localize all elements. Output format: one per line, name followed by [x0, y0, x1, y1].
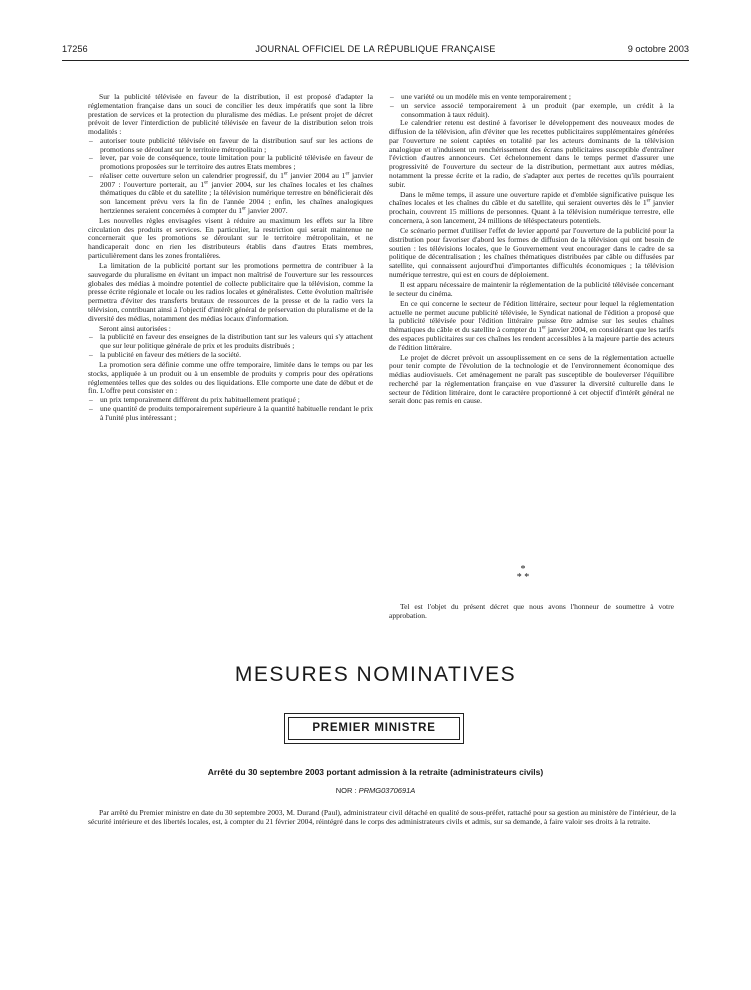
paragraph: Par arrêté du Premier ministre en date du 30 septembre 2003, M. Durand (Paul), administrateur civil détaché en qualité de sous-préfet, rattaché pour sa gestion au ministère de l'intérieur, de la sécurité intérieure et des libertés locales, est, à compter du 21 février 2004, réintégré dans le corps des administrateurs civils et admis, sur sa demande, à faire valoir ses droits à la retraite. — [88, 808, 676, 827]
nor-code: PRMG0370691A — [358, 786, 416, 795]
text-segment: En ce qui concerne le secteur de l'édition littéraire, secteur pour lequel la réglementation actuelle ne permet aucune publicité télévisée, le Syndicat national de l'édition a proposé que la publicité télévisée pour l'édition littéraire puisse être admise sur les seules chaînes thématiques du câble et du satellite à compter du 1 — [389, 298, 674, 335]
superscript: er — [542, 325, 546, 331]
modalities-list — [88, 137, 373, 216]
paragraph: Les nouvelles règles envisagées visent à réduire au maximum les effets sur la libre circulation des produits et services. En particulier, la restriction qui serait maintenue ne concernerait que les promotions se déroulant sur le territoire métropolitain, et ne handicaperait donc en rien les distributeurs établis dans d'autres Etats membres, particulièrement dans les zones frontalières. — [88, 215, 373, 260]
superscript: er — [242, 206, 246, 212]
list-item — [88, 172, 373, 216]
superscript: er — [283, 171, 288, 177]
ministry-label: PREMIER MINISTRE — [288, 717, 460, 740]
list-item: – autoriser toute publicité télévisée en faveur de la distribution sauf sur les actions de promotions se déroulant sur le territoire métropolitain ; — [88, 137, 373, 155]
paragraph — [389, 191, 674, 226]
list-item: – lever, par voie de conséquence, toute limitation pour la publicité télévisée en faveur de promotions proposées sur le territoire des autres Etats membres ; — [88, 154, 373, 172]
list-item: – un service associé temporairement à un produit (par exemple, un crédit à la consommation à taux réduit). — [389, 102, 674, 120]
paragraph: Ce scénario permet d'utiliser l'effet de levier apporté par l'ouverture de la publicité pour la distribution pour favoriser d'abord les formes de diffusion de la télévision qui ont besoin de soutien : les télévisions locales, que le Gouvernement veut encourager dans le cadre de sa politique de décentralisation ; les chaînes thématiques distribuées par câble ou diffusées par satellite, qui connaissent aujourd'hui d'importantes difficultés économiques ; la télévision numérique terrestre, qui est en cours de déploiement. — [389, 226, 674, 279]
list-item: – la publicité en faveur des métiers de la société. — [88, 351, 373, 360]
text-segment: janvier 2004, sur les chaînes locales et les chaînes thématiques du câble et du satellite ; la télévision numérique terrestre en bénéficierait dès son lancement prévu vers la fin de l'année 2004 ; enfin, les chaînes analogiques hertziennes seraient concernées à compter du 1 — [100, 179, 373, 215]
text-segment: janvier 2004 au 1 — [287, 170, 346, 180]
superscript: er — [345, 171, 350, 177]
list-item: – un prix temporairement différent du prix habituellement pratiqué ; — [88, 396, 373, 405]
paragraph: Seront ainsi autorisées : — [99, 323, 171, 333]
list-item: – la publicité en faveur des enseignes de la distribution tant sur les valeurs qui s'y attachent que sur leur politique générale de prix et les produits distribués ; — [88, 333, 373, 351]
text-segment: janvier 2004, en considérant que les tarifs des espaces publicitaires sur ces chaînes les rendent accessibles à la majeure partie des acteurs de l'édition littéraire. — [389, 325, 674, 352]
superscript: er — [646, 198, 651, 204]
paragraph: Sur la publicité télévisée en faveur de la distribution, il est proposé d'adapter la réglementation française dans un souci de concilier les deux impératifs que sont la libre prestation de services et la protection du pluralisme des médias. Le présent projet de décret prévoit de lever l'interdiction de publicité télévisée en faveur de la distribution selon trois modalités : — [88, 92, 373, 136]
section-asterism: * * * — [516, 564, 530, 583]
issue-date: 9 octobre 2003 — [627, 44, 689, 54]
superscript: er — [204, 179, 209, 185]
paragraph: Le calendrier retenu est destiné à favoriser le développement des nouveaux modes de diffusion de la télévision, afin d'éviter que les recettes publicitaires supplémentaires générées par l'ouverture ne soient captées en totalité par les acteurs dominants de la télévision analogique et n'induisent un renchérissement des écrans publicitaires susceptible d'entraîner l'éviction d'autres annonceurs. Cet échelonnement dans le temps permet d'assurer une progressivité de l'ouverture du secteur de la distribution, permettant aux autres médias, notamment la presse écrite et la radio, de s'adapter aux pertes de recettes qu'ils pourraient subir. — [389, 118, 674, 189]
page-header — [62, 44, 689, 60]
nor-reference — [62, 786, 689, 795]
authorized-list — [88, 333, 373, 359]
paragraph: La limitation de la publicité portant sur les promotions permettra de contribuer à la sauvegarde du pluralisme en évitant un impact non maîtrisé de l'ouverture sur les ressources globales des médias à moindre potentiel de collecte publicitaire que la télévision, comme la presse écrite régionale et locale ou les radios locales et généralistes. Cette évolution maîtrisée permettra d'éviter des transferts brutaux de ressources de la presse et de la radio vers la télévision, contribuant ainsi à l'objectif d'intérêt général de préservation du pluralisme et de la diversité des médias, notamment des médias locaux d'information. — [88, 261, 373, 323]
text-segment: janvier prochain, couvrent 15 millions de personnes. Quant à la télévision numérique terrestre, elle concernera, à son lancement, 24 millions de téléspectateurs potentiels. — [389, 198, 674, 225]
ministry-box — [284, 713, 464, 744]
arrete-body — [88, 808, 676, 826]
list-item: – une variété ou un modèle mis en vente temporairement ; — [389, 93, 674, 102]
right-column — [389, 93, 674, 406]
text-segment: réaliser cette ouverture selon un calendrier progressif, du 1 — [100, 170, 284, 180]
paragraph: Le projet de décret prévoit un assouplissement en ce sens de la réglementation actuelle pour tenir compte de l'évolution de la technologie et de l'environnement économique des médias audiovisuels. Cet aménagement ne paraît pas susceptible de bouleverser l'équilibre recherché par la réglementation française en vue d'assurer la diversité culturelle dans le secteur de l'édition littéraire, dont le caractère proportionné à cet objectif d'intérêt général ne serait donc pas remis en cause. — [389, 352, 674, 406]
text-segment: janvier 2007 : l'ouverture porterait, au 1 — [100, 170, 373, 189]
section-title: MESURES NOMINATIVES — [234, 663, 517, 686]
nor-label: NOR : — [335, 786, 359, 795]
arrete-title: Arrêté du 30 septembre 2003 portant admission à la retraite (administrateurs civils) — [207, 767, 544, 777]
page-number: 17256 — [62, 44, 88, 54]
offer-list-continued — [389, 93, 674, 119]
left-column — [88, 93, 373, 422]
closing-paragraph: Tel est l'objet du présent décret que nous avons l'honneur de soumettre à votre approbation. — [389, 602, 674, 620]
paragraph: Il est apparu nécessaire de maintenir la réglementation de la publicité télévisée concernant le secteur du cinéma. — [389, 279, 674, 298]
text-segment: janvier 2007. — [245, 205, 288, 215]
list-item: – une quantité de produits temporairement supérieure à la quantité habituelle rendant le prix à l'unité plus intéressant ; — [88, 405, 373, 423]
closing-column — [389, 603, 674, 621]
paragraph: La promotion sera définie comme une offre temporaire, limitée dans le temps ou par les stocks, appliquée à un produit ou à un ensemble de produits y compris pour des opérations réglementées telles que des soldes ou des liquidations. Elle comporte une date de début et de fin. L'offre peut consister en : — [88, 360, 373, 396]
journal-title: JOURNAL OFFICIEL DE LA RÉPUBLIQUE FRANÇAISE — [255, 44, 496, 54]
text-segment: Dans le même temps, il assure une ouverture rapide et d'emblée significative puisque les chaînes locales et les chaînes du câble et du satellite, qui seraient ouvertes dès le 1 — [389, 189, 674, 208]
header-rule — [62, 60, 689, 61]
paragraph — [389, 300, 674, 353]
offer-list — [88, 396, 373, 422]
